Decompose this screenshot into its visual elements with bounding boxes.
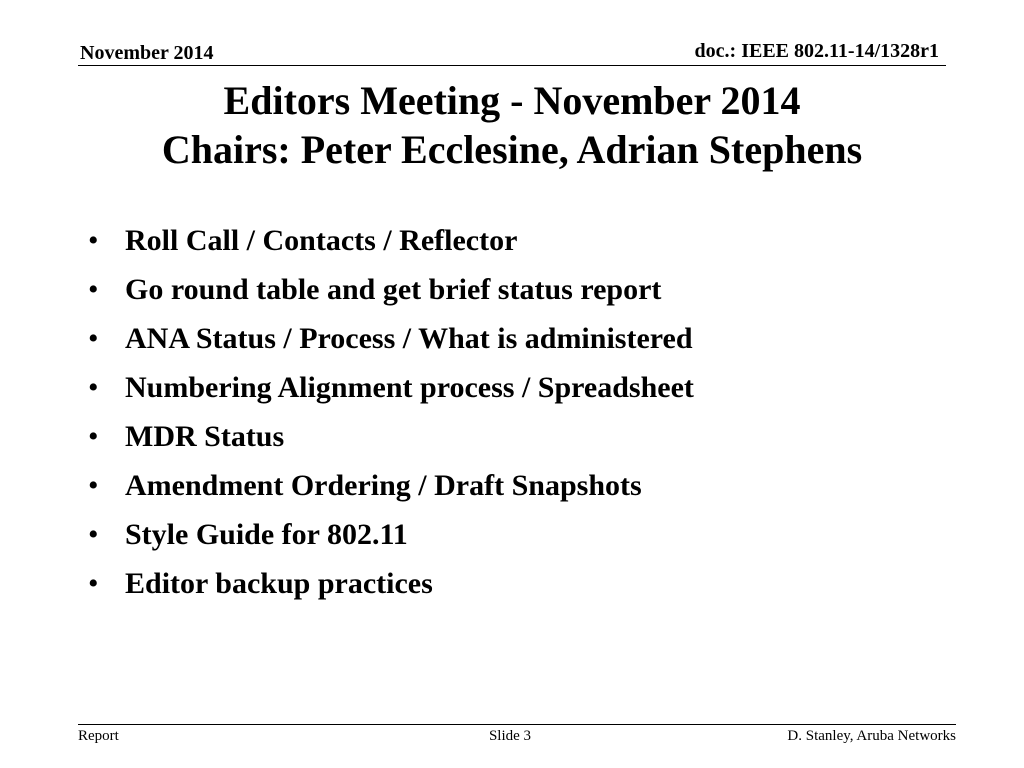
bullet-icon: • xyxy=(88,518,99,551)
bullet-icon: • xyxy=(88,322,99,355)
bullet-icon: • xyxy=(88,371,99,404)
bullet-icon: • xyxy=(88,224,99,257)
agenda-item-text: MDR Status xyxy=(125,420,285,453)
agenda-item-text: Go round table and get brief status report xyxy=(125,273,662,306)
agenda-item-text: Amendment Ordering / Draft Snapshots xyxy=(125,469,642,502)
footer-author: D. Stanley, Aruba Networks xyxy=(787,728,956,744)
slide-number: Slide 3 xyxy=(488,728,532,744)
bullet-icon: • xyxy=(88,420,99,453)
agenda-item-text: Editor backup practices xyxy=(125,567,433,600)
bullet-icon: • xyxy=(88,567,99,600)
slide-title xyxy=(0,76,1024,174)
bullet-icon: • xyxy=(88,469,99,502)
title-line-2: Chairs: Peter Ecclesine, Adrian Stephens xyxy=(161,127,863,172)
document-id: doc.: IEEE 802.11-14/1328r1 xyxy=(694,40,939,62)
header-date: November 2014 xyxy=(80,42,214,64)
agenda-item-text: Numbering Alignment process / Spreadsheet xyxy=(125,371,694,404)
header-divider xyxy=(78,65,946,66)
bullet-icon: • xyxy=(88,273,99,306)
agenda-item-text: ANA Status / Process / What is administered xyxy=(125,322,693,355)
agenda-item-text: Roll Call / Contacts / Reflector xyxy=(125,224,518,257)
footer-report-label: Report xyxy=(78,728,119,744)
title-line-1: Editors Meeting - November 2014 xyxy=(223,78,801,123)
agenda-item-text: Style Guide for 802.11 xyxy=(125,518,408,551)
footer-divider xyxy=(78,724,956,725)
